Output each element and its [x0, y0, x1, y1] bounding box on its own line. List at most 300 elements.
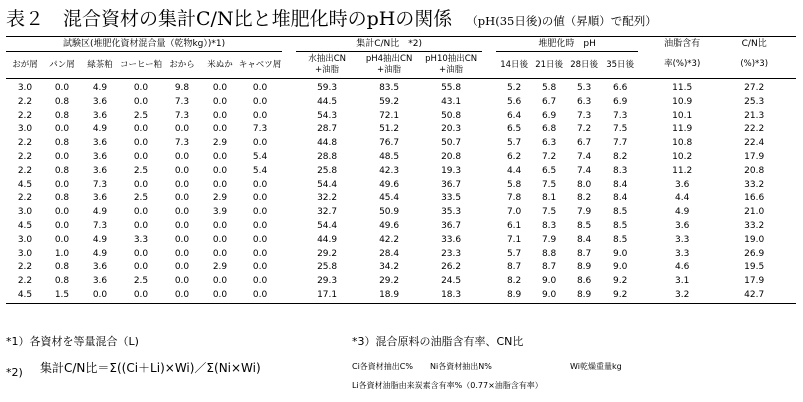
table-cell: 0.0 [238, 289, 282, 303]
table-cell: 0.8 [54, 138, 70, 149]
table-cell: 5.8 [541, 83, 557, 93]
table-cell: 7.9 [541, 234, 557, 245]
table-cell: 0.0 [252, 193, 268, 204]
table-cell: 8.3 [541, 220, 557, 231]
table-cell: 59.3 [317, 83, 338, 93]
table-cell: 9.2 [602, 289, 638, 303]
table-cell: 8.7 [506, 262, 522, 273]
table-cell: 0.0 [54, 207, 70, 218]
table-cell: 0.8 [54, 96, 70, 107]
table-cell: 0.0 [174, 276, 190, 287]
table-cell: 54.4 [317, 179, 338, 190]
table-row [6, 179, 796, 193]
table-cell: 0.0 [174, 262, 190, 273]
table-cell: 8.9 [576, 262, 592, 273]
table-cell: 7.2 [576, 124, 592, 135]
table-cell: 0.0 [212, 276, 228, 287]
table-cell: 8.9 [496, 289, 532, 303]
table-cell: 28.8 [317, 151, 338, 162]
table-cell: 0.0 [54, 83, 70, 93]
table-cell: 0.0 [212, 110, 228, 121]
table-cell: 7.5 [541, 207, 557, 218]
table-cell: 11.5 [672, 83, 693, 93]
table-cell: 0.8 [54, 262, 70, 273]
table-cell: 9.0 [532, 289, 566, 303]
table-cell: 50.8 [441, 110, 462, 121]
col-header: おから [162, 52, 202, 79]
table-cell: 42.3 [379, 165, 400, 176]
table-cell: 21.0 [744, 207, 765, 218]
table-cell: 0.0 [174, 151, 190, 162]
table-cell: 0.0 [252, 110, 268, 121]
table-cell: 2.2 [17, 276, 33, 287]
table-cell: 5.3 [576, 83, 592, 93]
table-cell: 2.5 [133, 110, 149, 121]
table-cell: 3.6 [675, 220, 690, 231]
table-cell: 0.0 [54, 220, 70, 231]
table-cell: 4.9 [92, 124, 108, 135]
table-cell: 0.0 [252, 207, 268, 218]
table-cell: 7.5 [541, 179, 557, 190]
table-cell: 3.6 [92, 276, 108, 287]
table-cell: 7.4 [576, 151, 592, 162]
table-cell: 2.9 [212, 262, 228, 273]
table-cell: 3.6 [92, 110, 108, 121]
table-cell: 0.0 [54, 234, 70, 245]
table-cell: 8.9 [566, 289, 602, 303]
table-cell: 8.5 [612, 207, 628, 218]
table-cell: 0.0 [133, 248, 149, 259]
table-cell: 0.0 [54, 124, 70, 135]
def-l: Li各資材油脂由来炭素含有率%（0.77×油脂含有率） [352, 381, 543, 390]
table-cell: 0.0 [202, 289, 238, 303]
col-header: コーヒー粕 [120, 52, 162, 79]
table-row [6, 192, 796, 206]
table-cell: 0.0 [133, 220, 149, 231]
table-cell: 8.1 [541, 193, 557, 204]
table-cell: 8.7 [541, 262, 557, 273]
table-cell: 21.3 [744, 110, 765, 121]
table-cell: 0.0 [252, 179, 268, 190]
table-cell: 2.9 [212, 193, 228, 204]
col-header: 率(%)*3) [652, 52, 712, 79]
col-header: 28日後 [566, 52, 602, 79]
col-header: パン屑 [44, 52, 80, 79]
table-cell: 0.0 [133, 124, 149, 135]
table-cell: 0.0 [54, 179, 70, 190]
table-cell: 29.2 [317, 248, 338, 259]
table-cell: 7.3 [92, 179, 108, 190]
table-cell: 2.2 [17, 262, 33, 273]
table-cell: 19.0 [744, 234, 765, 245]
table-cell: 6.7 [541, 96, 557, 107]
header-cnratio: C/N比 [712, 37, 796, 52]
table-cell: 8.3 [612, 165, 628, 176]
table-cell: 4.5 [17, 220, 33, 231]
table-cell: 6.5 [506, 124, 522, 135]
table-cell: 17.9 [744, 151, 765, 162]
col-header: キャベツ屑 [238, 52, 282, 79]
table-cell: 4.9 [92, 234, 108, 245]
table-cell: 55.8 [441, 83, 462, 93]
table-cell: 6.9 [612, 96, 628, 107]
title-sub: （pH(35日後)の値（昇順）で配列） [466, 14, 657, 28]
table-cell: 3.3 [675, 234, 690, 245]
table-cell: 0.0 [174, 234, 190, 245]
table-cell: 5.7 [506, 138, 522, 149]
table-cell: 3.0 [17, 124, 33, 135]
table-cell: 7.3 [576, 110, 592, 121]
table-cell: 6.4 [506, 110, 522, 121]
table-cell: 2.2 [17, 96, 33, 107]
table-cell: 3.9 [212, 207, 228, 218]
table-cell: 18.3 [420, 289, 482, 303]
col-header: pH4抽出CN +油脂 [358, 52, 420, 79]
table-cell: 32.2 [317, 193, 338, 204]
table-cell: 8.4 [612, 193, 628, 204]
table-cell: 17.1 [296, 289, 358, 303]
table-cell: 0.0 [133, 151, 149, 162]
table-cell: 44.5 [317, 96, 338, 107]
table-cell: 5.8 [506, 179, 522, 190]
table-cell: 0.0 [174, 207, 190, 218]
table-cell: 6.1 [506, 220, 522, 231]
table-row [6, 79, 796, 96]
table-cell: 6.7 [576, 138, 592, 149]
table-cell: 11.9 [672, 124, 693, 135]
table-cell: 3.3 [133, 234, 149, 245]
table-cell: 0.0 [133, 138, 149, 149]
table-cell: 7.5 [612, 124, 628, 135]
col-header: pH10抽出CN +油脂 [420, 52, 482, 79]
table-cell: 59.2 [379, 96, 400, 107]
table-row [6, 110, 796, 124]
table-cell: 0.0 [252, 220, 268, 231]
table-cell: 27.2 [744, 83, 765, 93]
table-cell: 0.0 [212, 83, 228, 93]
table-cell: 3.6 [92, 138, 108, 149]
table-row [6, 165, 796, 179]
table-cell: 0.0 [133, 83, 149, 93]
table-cell: 17.9 [744, 276, 765, 287]
header-materials: 試験区(堆肥化資材混合量（乾物kg）)*1) [6, 37, 282, 52]
table-cell: 5.6 [506, 96, 522, 107]
table-cell: 2.2 [17, 138, 33, 149]
table-cell: 8.2 [576, 193, 592, 204]
table-cell: 0.8 [54, 110, 70, 121]
table-cell: 7.2 [541, 151, 557, 162]
table-cell: 19.5 [744, 262, 765, 273]
table-cell: 0.0 [133, 179, 149, 190]
table-cell: 7.1 [506, 234, 522, 245]
table-cell: 9.0 [612, 248, 628, 259]
table-cell: 10.9 [672, 96, 693, 107]
table-cell: 2.9 [212, 138, 228, 149]
table-cell: 2.5 [133, 165, 149, 176]
table-cell: 9.2 [612, 276, 628, 287]
note-2-formula: 集計C/N比＝Σ((Ci＋Li)×Wi)／Σ(Ni×Wi) [40, 361, 261, 375]
table-cell: 4.4 [675, 193, 690, 204]
table-body [6, 79, 796, 304]
table-cell: 0.0 [252, 248, 268, 259]
table-cell: 4.5 [17, 179, 33, 190]
table-cell: 3.6 [92, 165, 108, 176]
table-cell: 8.6 [576, 276, 592, 287]
table-cell: 6.8 [541, 124, 557, 135]
col-header: 21日後 [532, 52, 566, 79]
table-cell: 0.0 [252, 138, 268, 149]
col-header: 35日後 [602, 52, 638, 79]
table-cell: 42.7 [712, 289, 796, 303]
table-cell: 32.7 [317, 207, 338, 218]
table-cell: 72.1 [379, 110, 400, 121]
note-1: *1）各資材を等量混合（L) [6, 335, 139, 348]
note-2-label: *2) [6, 366, 23, 379]
table-cell: 8.7 [576, 248, 592, 259]
table-row [6, 289, 796, 303]
table-cell: 20.8 [744, 165, 765, 176]
table-cell: 3.6 [92, 151, 108, 162]
table-cell: 54.3 [317, 110, 338, 121]
table-cell: 33.5 [441, 193, 462, 204]
table-cell: 44.8 [317, 138, 338, 149]
table-cell: 48.5 [379, 151, 400, 162]
table-cell: 3.0 [17, 83, 33, 93]
table-cell: 3.0 [17, 248, 33, 259]
table-cell: 0.0 [174, 248, 190, 259]
table-cell: 26.2 [441, 262, 462, 273]
table-cell: 33.6 [441, 234, 462, 245]
table-cell: 49.6 [379, 220, 400, 231]
table-cell: 42.2 [379, 234, 400, 245]
table-cell: 0.8 [54, 193, 70, 204]
table-cell: 22.2 [744, 124, 765, 135]
table-cell: 8.8 [541, 248, 557, 259]
table-cell: 0.0 [252, 83, 268, 93]
col-header: おが屑 [6, 52, 44, 79]
table-row [6, 275, 796, 289]
table-cell: 6.2 [506, 151, 522, 162]
table-cell: 9.8 [174, 83, 190, 93]
table-cell: 3.6 [92, 193, 108, 204]
table-cell: 0.0 [252, 262, 268, 273]
table-cell: 16.6 [744, 193, 765, 204]
table-cell: 8.5 [576, 220, 592, 231]
table-row [6, 96, 796, 110]
table-cell: 0.0 [174, 124, 190, 135]
header-ph: 堆肥化時 pH [496, 37, 638, 52]
def-n: Ni各資材抽出N% [430, 362, 492, 371]
table-cell: 6.6 [612, 83, 628, 93]
table-cell: 19.3 [441, 165, 462, 176]
table-cell: 0.0 [174, 179, 190, 190]
table-cell: 28.7 [317, 124, 338, 135]
table-cell: 49.6 [379, 179, 400, 190]
table-cell: 0.0 [174, 193, 190, 204]
table-cell: 34.2 [379, 262, 400, 273]
table-cell: 0.0 [80, 289, 120, 303]
table-cell: 6.3 [576, 96, 592, 107]
col-header: 緑茶粕 [80, 52, 120, 79]
table-cell: 7.3 [174, 138, 190, 149]
table-cell: 23.3 [441, 248, 462, 259]
table-cell: 5.4 [252, 151, 268, 162]
table-row [6, 234, 796, 248]
header-row-columns [6, 52, 796, 79]
table-cell: 11.2 [672, 165, 693, 176]
table-row [6, 123, 796, 137]
table-cell: 29.2 [379, 276, 400, 287]
table-cell: 8.0 [576, 179, 592, 190]
table-row [6, 248, 796, 262]
table-cell: 1.5 [44, 289, 80, 303]
table-cell: 4.9 [92, 207, 108, 218]
table-cell: 0.0 [174, 165, 190, 176]
table-cell: 0.0 [133, 207, 149, 218]
table-cell: 4.9 [675, 207, 690, 218]
table-cell: 33.2 [744, 179, 765, 190]
table-row [6, 137, 796, 151]
table-cell: 0.0 [212, 151, 228, 162]
table-cell: 8.5 [612, 234, 628, 245]
table-cell: 7.3 [612, 110, 628, 121]
table-cell: 4.5 [6, 289, 44, 303]
table-cell: 3.0 [17, 207, 33, 218]
table-cell: 7.7 [612, 138, 628, 149]
table-cell: 3.1 [675, 276, 690, 287]
table-cell: 24.5 [441, 276, 462, 287]
table-cell: 7.0 [506, 207, 522, 218]
table-cell: 2.5 [133, 193, 149, 204]
table-cell: 5.2 [506, 83, 522, 93]
table-cell: 2.2 [17, 193, 33, 204]
table-title [6, 4, 657, 31]
table-cell: 83.5 [379, 83, 400, 93]
table-cell: 0.0 [212, 165, 228, 176]
table-cell: 9.0 [612, 262, 628, 273]
table-cell: 3.0 [17, 234, 33, 245]
table-cell: 5.7 [506, 248, 522, 259]
table-cell: 50.9 [379, 207, 400, 218]
table-cell: 7.3 [174, 110, 190, 121]
table-cell: 50.7 [441, 138, 462, 149]
table-cell: 9.0 [541, 276, 557, 287]
col-header: 14日後 [496, 52, 532, 79]
table-row [6, 206, 796, 220]
header-oil: 油脂含有 [652, 37, 712, 52]
table-cell: 7.9 [576, 207, 592, 218]
table-cell: 0.0 [212, 220, 228, 231]
table-cell: 20.8 [441, 151, 462, 162]
table-cell: 0.0 [252, 276, 268, 287]
table-cell: 0.0 [133, 262, 149, 273]
table-cell: 4.6 [675, 262, 690, 273]
table-cell: 26.9 [744, 248, 765, 259]
table-cell: 3.3 [675, 248, 690, 259]
table-cell: 3.6 [675, 179, 690, 190]
table-cell: 0.0 [212, 96, 228, 107]
table-cell: 6.3 [541, 138, 557, 149]
table-cell: 25.8 [317, 262, 338, 273]
col-header: 米ぬか [202, 52, 238, 79]
table-cell: 5.4 [252, 165, 268, 176]
def-c: Ci各資材抽出C% [352, 362, 413, 371]
table-cell: 25.3 [744, 96, 765, 107]
table-cell: 18.9 [358, 289, 420, 303]
table-cell: 6.9 [541, 110, 557, 121]
data-table [6, 36, 796, 304]
note-3: *3）混合原料の油脂含有率、CN比 [352, 335, 524, 348]
header-cn: 集計C/N比 *2) [296, 37, 482, 52]
table-cell: 54.4 [317, 220, 338, 231]
table-cell: 4.9 [92, 83, 108, 93]
table-row [6, 151, 796, 165]
table-cell: 36.7 [441, 220, 462, 231]
col-header: (%)*3) [712, 52, 796, 79]
table-cell: 8.2 [506, 276, 522, 287]
table-cell: 44.9 [317, 234, 338, 245]
table-cell: 7.4 [576, 165, 592, 176]
table-cell: 29.3 [317, 276, 338, 287]
table-row [6, 261, 796, 275]
table-cell: 22.4 [744, 138, 765, 149]
table-cell: 0.8 [54, 276, 70, 287]
table-cell: 0.0 [54, 151, 70, 162]
table-cell: 10.8 [672, 138, 693, 149]
header-row-groups [6, 37, 796, 52]
table-cell: 0.0 [212, 248, 228, 259]
table-cell: 0.8 [54, 165, 70, 176]
table-cell: 0.0 [133, 96, 149, 107]
table-cell: 0.0 [252, 234, 268, 245]
table-cell: 28.4 [379, 248, 400, 259]
table-cell: 8.4 [576, 234, 592, 245]
table-cell: 10.1 [672, 110, 693, 121]
table-cell: 4.9 [92, 248, 108, 259]
table-cell: 7.3 [174, 96, 190, 107]
table-cell: 3.2 [652, 289, 712, 303]
table-cell: 7.3 [92, 220, 108, 231]
table-cell: 0.0 [212, 234, 228, 245]
table-cell: 0.0 [212, 124, 228, 135]
table-cell: 0.0 [174, 220, 190, 231]
title-main: 表２ 混合資材の集計C/N比と堆肥化時のpHの関係 [6, 8, 453, 30]
table-cell: 43.1 [441, 96, 462, 107]
table-cell: 45.4 [379, 193, 400, 204]
table-cell: 0.0 [120, 289, 162, 303]
table-cell: 0.0 [252, 96, 268, 107]
table-cell: 6.5 [541, 165, 557, 176]
table-cell: 2.2 [17, 165, 33, 176]
table-cell: 7.8 [506, 193, 522, 204]
table-cell: 10.2 [672, 151, 693, 162]
table-cell: 36.7 [441, 179, 462, 190]
table-cell: 4.4 [506, 165, 522, 176]
table-cell: 2.5 [133, 276, 149, 287]
table-cell: 2.2 [17, 151, 33, 162]
table-row [6, 220, 796, 234]
table-cell: 8.2 [612, 151, 628, 162]
table-cell: 3.6 [92, 96, 108, 107]
table-cell: 8.4 [612, 179, 628, 190]
table-cell: 0.0 [162, 289, 202, 303]
table-cell: 76.7 [379, 138, 400, 149]
table-cell: 33.2 [744, 220, 765, 231]
table-cell: 35.3 [441, 207, 462, 218]
table-cell: 8.5 [612, 220, 628, 231]
table-cell: 20.3 [441, 124, 462, 135]
table-cell: 1.0 [54, 248, 70, 259]
